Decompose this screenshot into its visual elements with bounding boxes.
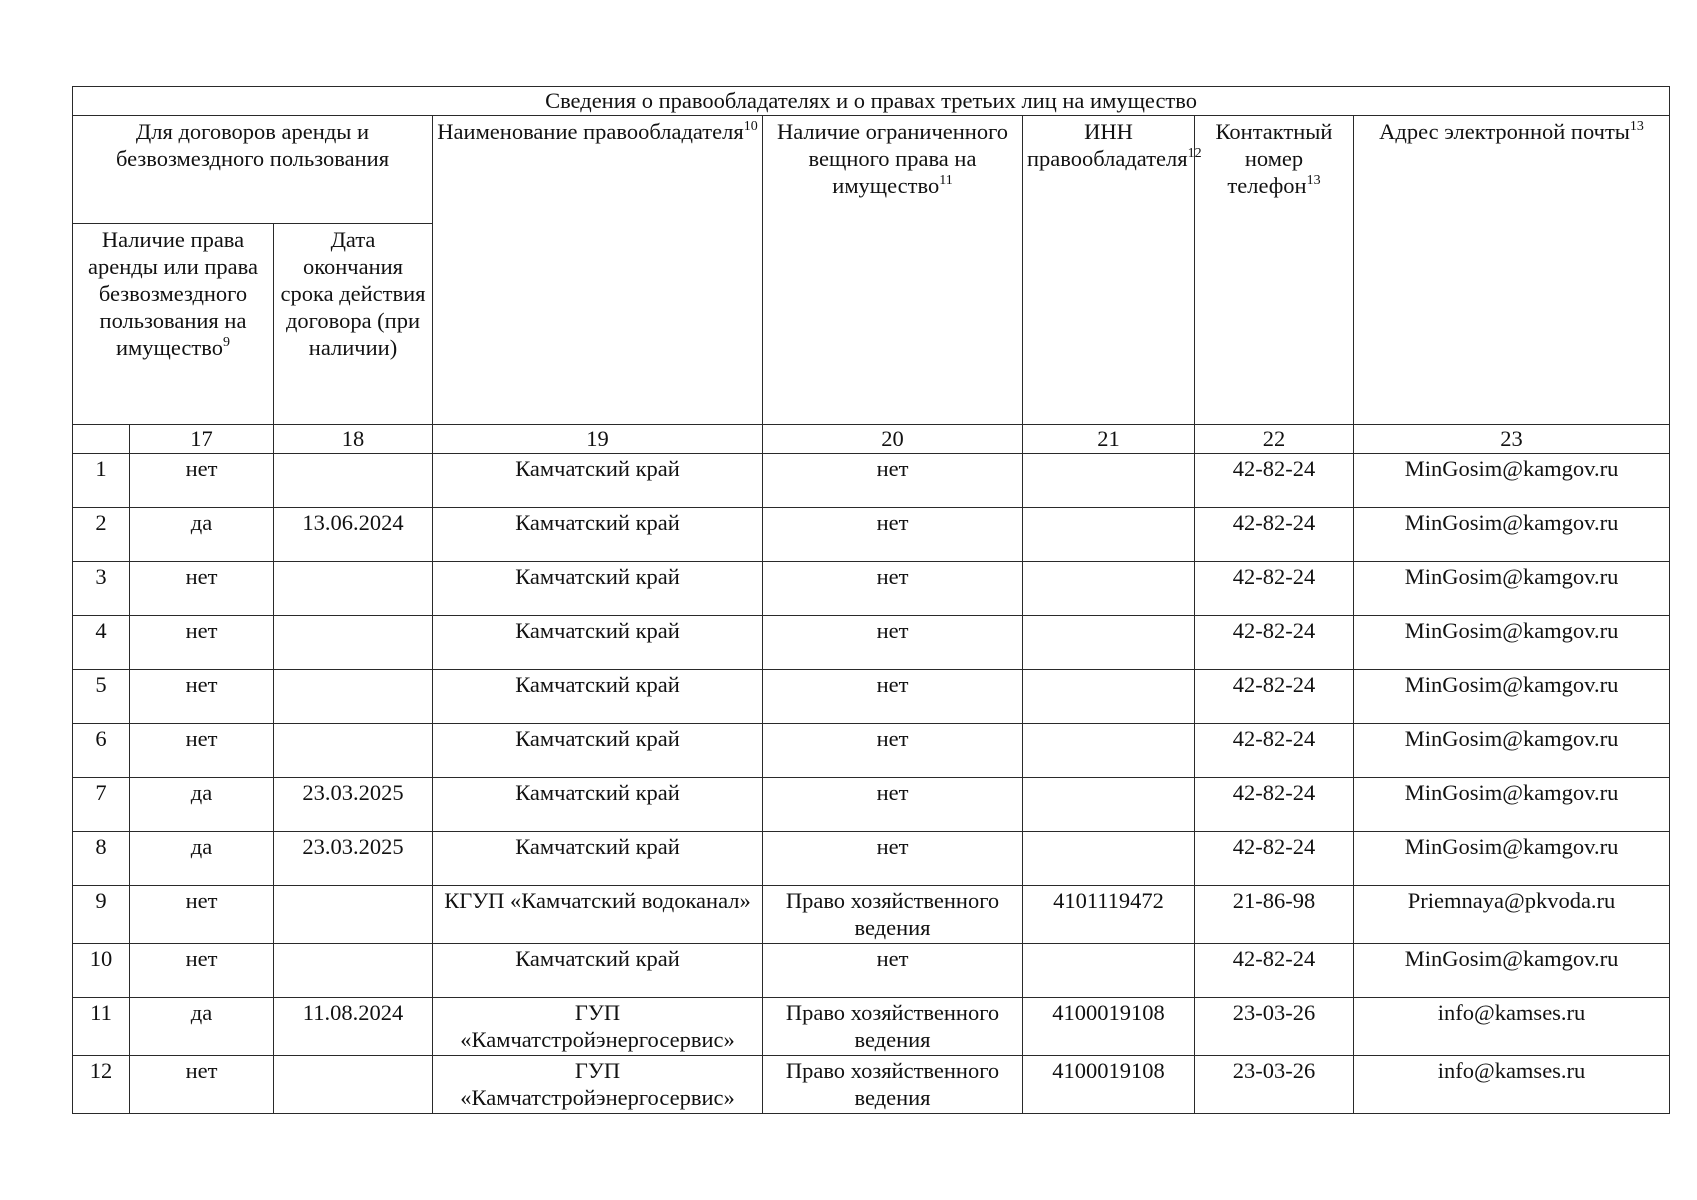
inn-cell (1023, 832, 1195, 886)
limited-right-cell: нет (763, 454, 1023, 508)
table-row (73, 1056, 1670, 1114)
right-of-use-cell: нет (130, 1056, 274, 1114)
footnote-ref: 13 (1306, 173, 1321, 188)
phone-cell: 42-82-24 (1195, 944, 1354, 998)
footnote-ref: 9 (222, 335, 230, 350)
phone-cell: 42-82-24 (1195, 832, 1354, 886)
inn-cell (1023, 670, 1195, 724)
end-date-cell (274, 724, 433, 778)
limited-right-cell: нет (763, 778, 1023, 832)
row-number-cell: 7 (73, 778, 130, 832)
right-of-use-cell: нет (130, 886, 274, 944)
header-right-of-use: Наличие права аренды или права безвозмездного пользования на имущество$^9$ (73, 224, 274, 425)
table-row (73, 670, 1670, 724)
email-cell: MinGosim@kamgov.ru (1354, 562, 1670, 616)
inn-cell (1023, 562, 1195, 616)
holder-name-cell: Камчатский край (433, 508, 763, 562)
row-number-cell: 8 (73, 832, 130, 886)
column-number: 21 (1023, 425, 1195, 454)
email-cell: info@kamses.ru (1354, 998, 1670, 1056)
limited-right-cell: Право хозяйственного ведения (763, 886, 1023, 944)
limited-right-cell: нет (763, 670, 1023, 724)
header-holder-name: Наименование правообладателя$^{10}$ (433, 116, 763, 425)
column-numbers-row (73, 425, 1670, 454)
rights-holders-table (72, 86, 1670, 1114)
table-row (73, 944, 1670, 998)
end-date-cell: 23.03.2025 (274, 832, 433, 886)
header-row-1 (73, 116, 1670, 224)
header-lease-group: Для договоров аренды и безвозмездного пользования (73, 116, 433, 224)
table-title: Сведения о правообладателях и о правах третьих лиц на имущество (73, 87, 1670, 116)
holder-name-cell: Камчатский край (433, 832, 763, 886)
email-cell: MinGosim@kamgov.ru (1354, 724, 1670, 778)
end-date-cell (274, 562, 433, 616)
row-number-cell: 9 (73, 886, 130, 944)
phone-cell: 42-82-24 (1195, 454, 1354, 508)
limited-right-cell: нет (763, 562, 1023, 616)
phone-cell: 21-86-98 (1195, 886, 1354, 944)
holder-name-cell: Камчатский край (433, 944, 763, 998)
table-row (73, 562, 1670, 616)
footnote-ref: 12 (1187, 146, 1202, 161)
inn-cell (1023, 724, 1195, 778)
email-cell: info@kamses.ru (1354, 1056, 1670, 1114)
row-number-cell: 3 (73, 562, 130, 616)
limited-right-cell: Право хозяйственного ведения (763, 1056, 1023, 1114)
end-date-cell: 11.08.2024 (274, 998, 433, 1056)
holder-name-cell: Камчатский край (433, 562, 763, 616)
phone-cell: 42-82-24 (1195, 508, 1354, 562)
phone-cell: 23-03-26 (1195, 998, 1354, 1056)
inn-cell (1023, 454, 1195, 508)
end-date-cell (274, 944, 433, 998)
header-limited-right: Наличие ограниченного вещного права на имущество$^{11}$ (763, 116, 1023, 425)
row-number-cell: 1 (73, 454, 130, 508)
end-date-cell (274, 454, 433, 508)
limited-right-cell: Право хозяйственного ведения (763, 998, 1023, 1056)
right-of-use-cell: да (130, 832, 274, 886)
inn-cell (1023, 616, 1195, 670)
table-row (73, 454, 1670, 508)
right-of-use-cell: нет (130, 670, 274, 724)
end-date-cell (274, 886, 433, 944)
row-number-cell: 12 (73, 1056, 130, 1114)
column-number: 18 (274, 425, 433, 454)
limited-right-cell: нет (763, 944, 1023, 998)
right-of-use-cell: нет (130, 724, 274, 778)
holder-name-cell: Камчатский край (433, 670, 763, 724)
right-of-use-cell: нет (130, 944, 274, 998)
header-email: Адрес электронной почты$^{13}$ (1354, 116, 1670, 425)
table-row (73, 508, 1670, 562)
row-number-cell: 11 (73, 998, 130, 1056)
holder-name-cell: ГУП «Камчатстройэнергосервис» (433, 998, 763, 1056)
right-of-use-cell: да (130, 508, 274, 562)
email-cell: MinGosim@kamgov.ru (1354, 616, 1670, 670)
end-date-cell (274, 616, 433, 670)
limited-right-cell: нет (763, 508, 1023, 562)
email-cell: MinGosim@kamgov.ru (1354, 778, 1670, 832)
header-inn: ИНН правообладателя$^{12}$ (1023, 116, 1195, 425)
end-date-cell: 13.06.2024 (274, 508, 433, 562)
holder-name-cell: ГУП «Камчатстройэнергосервис» (433, 1056, 763, 1114)
column-number: 17 (130, 425, 274, 454)
row-number-cell: 5 (73, 670, 130, 724)
row-number-cell: 10 (73, 944, 130, 998)
email-cell: MinGosim@kamgov.ru (1354, 670, 1670, 724)
holder-name-cell: Камчатский край (433, 778, 763, 832)
limited-right-cell: нет (763, 616, 1023, 670)
holder-name-cell: КГУП «Камчатский водоканал» (433, 886, 763, 944)
inn-cell (1023, 778, 1195, 832)
inn-cell: 4100019108 (1023, 998, 1195, 1056)
table-title-row (73, 87, 1670, 116)
email-cell: MinGosim@kamgov.ru (1354, 454, 1670, 508)
footnote-ref: 11 (939, 173, 953, 188)
holder-name-cell: Камчатский край (433, 616, 763, 670)
header-phone: Контактный номер телефон$^{13}$ (1195, 116, 1354, 425)
phone-cell: 42-82-24 (1195, 724, 1354, 778)
right-of-use-cell: нет (130, 616, 274, 670)
email-cell: MinGosim@kamgov.ru (1354, 944, 1670, 998)
holder-name-cell: Камчатский край (433, 724, 763, 778)
table-row (73, 778, 1670, 832)
email-cell: Priemnaya@pkvoda.ru (1354, 886, 1670, 944)
phone-cell: 42-82-24 (1195, 778, 1354, 832)
row-number-cell: 6 (73, 724, 130, 778)
phone-cell: 23-03-26 (1195, 1056, 1354, 1114)
table-row (73, 832, 1670, 886)
limited-right-cell: нет (763, 832, 1023, 886)
end-date-cell: 23.03.2025 (274, 778, 433, 832)
end-date-cell (274, 670, 433, 724)
phone-cell: 42-82-24 (1195, 670, 1354, 724)
table-row (73, 724, 1670, 778)
inn-cell: 4101119472 (1023, 886, 1195, 944)
right-of-use-cell: да (130, 778, 274, 832)
column-number: 20 (763, 425, 1023, 454)
phone-cell: 42-82-24 (1195, 562, 1354, 616)
inn-cell (1023, 508, 1195, 562)
holder-name-cell: Камчатский край (433, 454, 763, 508)
column-number: 19 (433, 425, 763, 454)
email-cell: MinGosim@kamgov.ru (1354, 832, 1670, 886)
header-end-date: Дата окончания срока действия договора (при наличии) (274, 224, 433, 425)
table-row (73, 616, 1670, 670)
column-number: 22 (1195, 425, 1354, 454)
limited-right-cell: нет (763, 724, 1023, 778)
end-date-cell (274, 1056, 433, 1114)
inn-cell: 4100019108 (1023, 1056, 1195, 1114)
right-of-use-cell: нет (130, 562, 274, 616)
inn-cell (1023, 944, 1195, 998)
row-number-cell: 4 (73, 616, 130, 670)
phone-cell: 42-82-24 (1195, 616, 1354, 670)
table-row (73, 886, 1670, 944)
footnote-ref: 10 (743, 119, 758, 134)
column-number-blank (73, 425, 130, 454)
footnote-ref: 13 (1629, 119, 1644, 134)
row-number-cell: 2 (73, 508, 130, 562)
email-cell: MinGosim@kamgov.ru (1354, 508, 1670, 562)
right-of-use-cell: да (130, 998, 274, 1056)
right-of-use-cell: нет (130, 454, 274, 508)
column-number: 23 (1354, 425, 1670, 454)
table-row (73, 998, 1670, 1056)
